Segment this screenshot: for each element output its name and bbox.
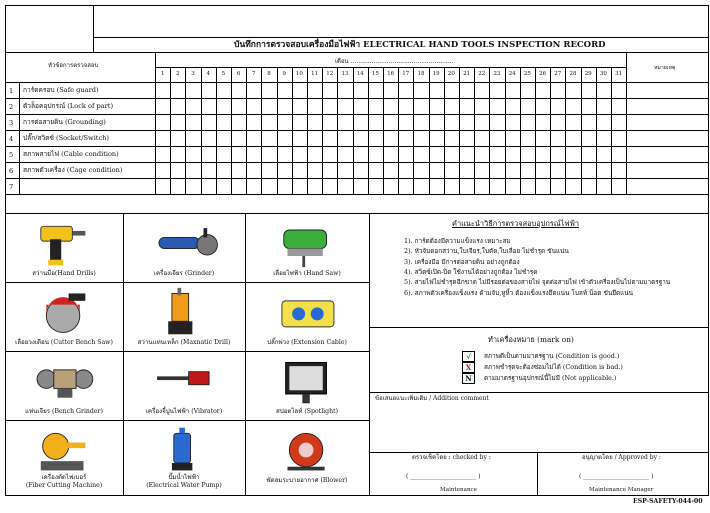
tool-label: สว่านแท่นเหล็ก (Maxnatic Drill) — [137, 339, 231, 346]
day-header: 12 — [326, 71, 334, 77]
item-label: การ์ดครอบ (Safe guard) — [23, 86, 99, 94]
approved-by-blank: ( ______________________ ) — [579, 473, 654, 480]
day-header: 8 — [267, 71, 271, 77]
instruction-line: 2). หัวจับดอกสว่าน,ใบเจียร,ใบตัด,ใบเลื่อย ไม่ชำรุด ขันแน่น — [404, 247, 569, 256]
instruction-line: 1). การ์ดต้องมีความแข็งแรง เหมาะสม — [404, 237, 511, 245]
tool-label-en: (Fiber Cutting Machine) — [25, 482, 103, 489]
day-header: 6 — [236, 71, 241, 77]
mark-description: สภาพชำรุดจะต้องซ่อมไม่ได้ (Condition is bad.) — [484, 363, 623, 371]
page-title: บันทึกการตรวจสอบเครื่องมือไฟฟ้า ELECTRICAL HAND TOOLS INSPECTION RECORD — [234, 40, 606, 50]
day-header: 29 — [584, 71, 592, 77]
checked-by-role: Maintenance — [440, 487, 477, 493]
instruction-line: 4). สวิตซ์เปิด-ปิด ใช้งานได้อย่างถูกต้อง ไม่ชำรุด — [404, 267, 538, 276]
day-header: 5 — [221, 71, 226, 77]
mark-description: สภาพดีเป็นตามมาตรฐาน (Condition is good.) — [484, 352, 620, 360]
day-header: 28 — [569, 71, 577, 77]
extension-cable-icon — [272, 286, 342, 338]
tool-label: ปลั๊กพ่วง (Extension Cable) — [267, 339, 347, 346]
document-code: ESP-SAFETY-044-00 — [633, 498, 703, 505]
mark-symbol: X — [462, 362, 475, 373]
item-number: 3 — [9, 119, 14, 127]
item-number: 1 — [9, 87, 14, 95]
tool-label: เครื่องจี้ปูนไฟฟ้า (Vibrator) — [145, 408, 223, 415]
day-header: 26 — [539, 71, 547, 77]
day-header: 16 — [387, 71, 395, 77]
day-header: 20 — [447, 71, 455, 77]
day-header: 31 — [615, 71, 623, 77]
item-number: 2 — [9, 103, 14, 111]
day-header: 1 — [160, 71, 165, 77]
water-pump-icon — [149, 424, 219, 476]
tool-label: พัดลมระบายอากาศ (Blower) — [266, 477, 348, 484]
day-header: 22 — [478, 71, 486, 77]
checked-by-label: ตรวจเช็คโดย : checked by : — [412, 454, 491, 461]
item-label: สภาพตัวเครื่อง (Cage condition) — [23, 166, 123, 174]
vibrator-icon — [149, 355, 219, 407]
day-header: 19 — [432, 71, 440, 77]
grinder-icon — [149, 217, 219, 269]
day-header: 18 — [417, 71, 425, 77]
blower-icon — [272, 424, 342, 476]
approved-by-role: Maintenance Manager — [589, 487, 654, 493]
mark-symbol: N — [462, 373, 475, 384]
day-header: 21 — [463, 71, 471, 77]
item-label: ปลั๊ก/สวิตซ์ (Socket/Switch) — [23, 134, 109, 142]
day-header: 27 — [554, 71, 562, 77]
mark-symbol: √ — [462, 351, 475, 362]
day-header: 30 — [599, 71, 607, 77]
jigsaw-icon — [272, 217, 342, 269]
bench-grinder-icon — [29, 355, 99, 407]
day-header: 4 — [206, 71, 210, 77]
remark-header: หมายเหตุ — [654, 65, 676, 71]
fiber-cutter-icon — [29, 424, 99, 476]
hand-drill-icon — [29, 217, 99, 269]
tool-label: เครื่องตัดไฟเบอร์ — [41, 474, 87, 481]
tool-label: แท่นเจียร (Bench Grinder) — [25, 408, 103, 415]
item-number: 7 — [9, 183, 14, 191]
day-header: 13 — [341, 71, 349, 77]
day-header: 17 — [402, 71, 410, 77]
day-header: 15 — [371, 71, 379, 77]
instruction-line: 3). เครื่องมือ มีการต่อสายดิน อย่างถูกต้อง — [404, 257, 520, 266]
tool-label-en: (Electrical Water Pump) — [146, 482, 222, 489]
item-number: 5 — [9, 151, 14, 159]
tool-label: ปั๊มน้ำไฟฟ้า — [168, 474, 200, 481]
instruction-line: 6). สภาพตัวเครื่องแข็งแรง ด้ามจับ,หูหิ้ว ต้องแข็งแรงยึดแน่น โบลท์ น็อต ขันยึดแน่น — [404, 288, 633, 297]
mark-title: ทำเครื่องหมาย (mark on) — [488, 335, 574, 344]
item-number: 4 — [9, 135, 14, 143]
tool-label: เลื่อยวงเดือน (Cutter Bench Saw) — [15, 339, 113, 346]
month-label: เดือน ...................................................... — [335, 58, 454, 65]
instructions-title: คำแนะนำวิธีการตรวจสอบอุปกรณ์ไฟฟ้า — [452, 219, 579, 228]
tool-label: สปอตไลท์ (Spotlight) — [275, 408, 339, 415]
day-header: 24 — [508, 71, 516, 77]
day-header: 2 — [176, 71, 180, 77]
day-header: 10 — [295, 71, 303, 77]
day-header: 7 — [252, 71, 256, 77]
approved-by-label: อนุญาตโดย / Approved by : — [582, 454, 661, 461]
instruction-line: 5). สายไฟไม่ชำรุดฉีกขาด ไม่มีรอยต่อของสายไฟ จุดต่อสายไฟ เข้าตัวเครื่องเป็นไปตามมาตรฐาน — [404, 278, 671, 287]
tool-label: สว่านมือ(Hand Drills) — [32, 270, 96, 277]
mark-description: ตามมาตรฐานอุปกรณ์นี้ไม่มี (Not applicable.) — [484, 374, 617, 382]
checked-by-blank: ( ______________________ ) — [406, 473, 481, 480]
topic-header: หัวข้อการตรวจสอบ — [48, 62, 99, 69]
comment-label: ข้อเสนอแนะเพิ่มเติม / Addition comment — [375, 395, 489, 402]
form-frame — [5, 5, 709, 496]
item-label: ตัวล็อคอุปกรณ์ (Lock of part) — [23, 102, 114, 110]
spotlight-icon — [272, 355, 342, 407]
magnetic-drill-icon — [149, 286, 219, 338]
day-header: 25 — [523, 71, 531, 77]
day-header: 11 — [311, 71, 319, 77]
tool-label: เครื่องเจียร (Grinder) — [153, 270, 215, 277]
item-label: การต่อสายดิน (Grounding) — [23, 118, 106, 126]
item-label: สภาพสายไฟ (Cable condition) — [23, 150, 119, 158]
day-header: 9 — [282, 71, 286, 77]
day-header: 23 — [493, 71, 501, 77]
item-number: 6 — [9, 167, 14, 175]
tool-label: เลื่อยไฟฟ้า (Hand Saw) — [273, 270, 341, 277]
circular-saw-icon — [29, 286, 99, 338]
day-header: 14 — [356, 71, 364, 77]
logo-box — [5, 5, 94, 52]
day-header: 3 — [191, 71, 195, 77]
